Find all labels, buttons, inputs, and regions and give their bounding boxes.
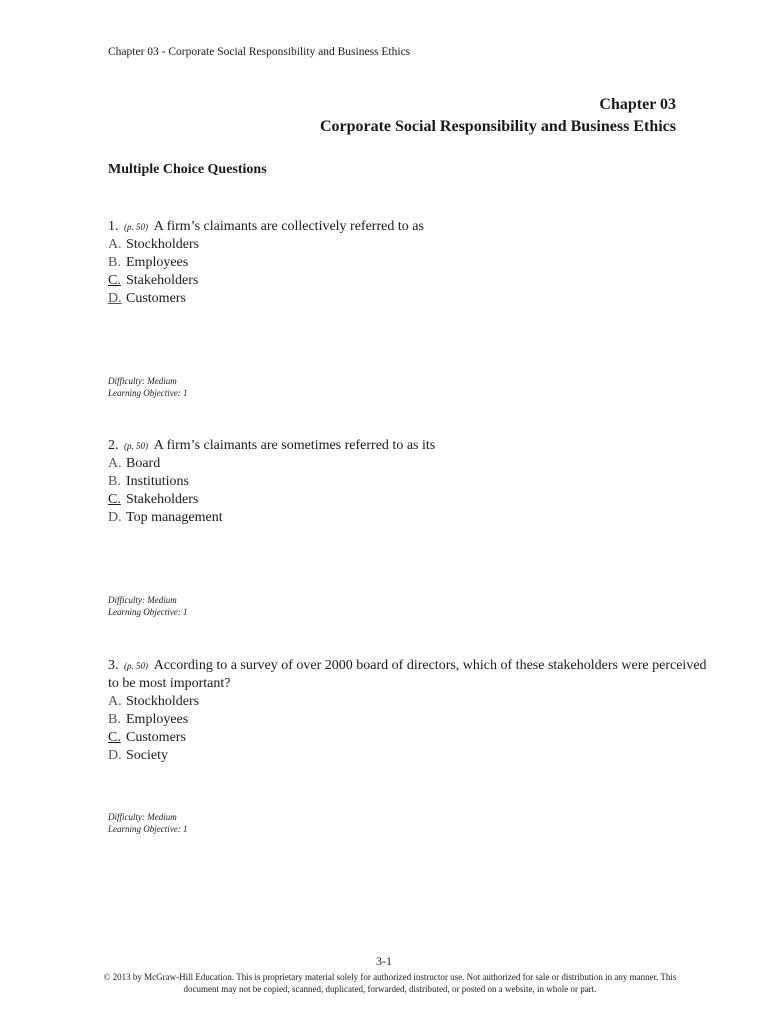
- question-number: 3.: [108, 658, 119, 673]
- option-c-correct: [108, 491, 708, 509]
- question-stem: A firm’s claimants are collectively referred to as: [153, 219, 424, 234]
- section-title: Multiple Choice Questions: [108, 162, 267, 177]
- option-text: Customers: [126, 291, 186, 306]
- question-stem: A firm’s claimants are sometimes referred to as its: [153, 438, 436, 453]
- page-reference: (p. 50): [124, 441, 148, 451]
- option-text: Stakeholders: [126, 273, 199, 288]
- option-letter: A.: [108, 237, 122, 252]
- page-number: 3-1: [376, 954, 392, 968]
- option-letter: D.: [108, 510, 122, 525]
- page-reference: (p. 50): [124, 222, 148, 232]
- option-d: [108, 290, 708, 308]
- option-letter: D.: [108, 291, 122, 306]
- option-letter: A.: [108, 456, 122, 471]
- option-text: Employees: [126, 255, 189, 270]
- option-text: Stockholders: [126, 237, 200, 252]
- option-text: Top management: [126, 510, 223, 525]
- option-b: [108, 473, 708, 491]
- option-c-correct: [108, 272, 708, 290]
- option-b: [108, 254, 708, 272]
- chapter-title-block: [320, 94, 676, 138]
- question-1-meta: [108, 375, 187, 399]
- option-a: [108, 455, 708, 473]
- running-header: Chapter 03 - Corporate Social Responsibility and Business Ethics: [108, 46, 411, 58]
- chapter-number: Chapter 03: [599, 96, 676, 113]
- option-letter: B.: [108, 255, 121, 270]
- question-2: [108, 437, 708, 527]
- option-letter-correct: C.: [108, 273, 121, 288]
- option-text: Stakeholders: [126, 492, 199, 507]
- difficulty-label: Difficulty: Medium: [108, 376, 177, 386]
- option-text: Board: [126, 456, 161, 471]
- option-letter: A.: [108, 694, 122, 709]
- learning-objective-label: Learning Objective: 1: [108, 388, 188, 398]
- option-letter: B.: [108, 712, 121, 727]
- option-b: [108, 711, 708, 729]
- option-d: [108, 747, 708, 765]
- option-text: Stockholders: [126, 694, 200, 709]
- option-letter-correct: C.: [108, 730, 121, 745]
- copyright-footer: © 2013 by McGraw-Hill Education. This is proprietary material solely for authorized instructor use. Not authorized for sale or distribution in any manner. This document may not be copied, scanned, duplicated, forwarded, distributed, or posted on a website, in whole or part.: [103, 972, 677, 994]
- question-3-meta: [108, 811, 187, 835]
- option-text: Customers: [126, 730, 186, 745]
- question-stem: According to a survey of over 2000 board of directors, which of these stakeholders were perceived to be most important?: [108, 658, 707, 691]
- option-c-correct: [108, 729, 708, 747]
- question-number: 1.: [108, 219, 119, 234]
- difficulty-label: Difficulty: Medium: [108, 812, 177, 822]
- difficulty-label: Difficulty: Medium: [108, 595, 177, 605]
- option-a: [108, 236, 708, 254]
- option-letter: B.: [108, 474, 121, 489]
- option-text: Society: [126, 748, 168, 763]
- option-letter-correct: C.: [108, 492, 121, 507]
- option-text: Institutions: [126, 474, 190, 489]
- option-d: [108, 509, 708, 527]
- option-letter: D.: [108, 748, 122, 763]
- option-a: [108, 693, 708, 711]
- page-reference: (p. 50): [124, 661, 148, 671]
- option-text: Employees: [126, 712, 189, 727]
- learning-objective-label: Learning Objective: 1: [108, 607, 188, 617]
- learning-objective-label: Learning Objective: 1: [108, 824, 188, 834]
- question-1: [108, 218, 708, 308]
- chapter-title: Corporate Social Responsibility and Business Ethics: [319, 118, 676, 135]
- question-3: [108, 657, 708, 765]
- question-number: 2.: [108, 438, 119, 453]
- question-2-meta: [108, 594, 187, 618]
